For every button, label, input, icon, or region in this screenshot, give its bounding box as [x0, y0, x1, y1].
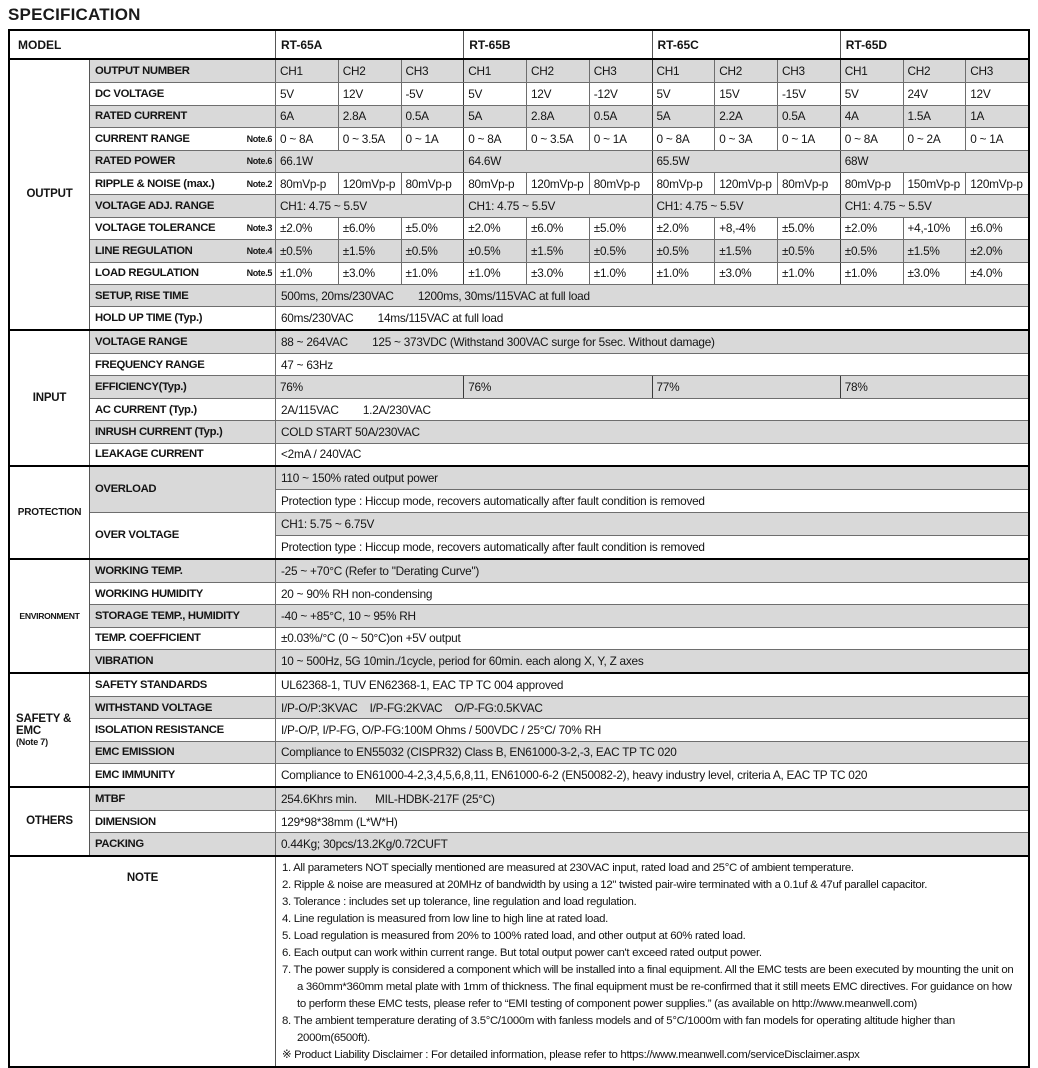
rated-current-cell: 0.5A	[590, 106, 653, 127]
rated-current-cell: 1.5A	[904, 106, 967, 127]
dc-voltage-cell: 5V	[653, 83, 716, 104]
withstand-voltage-value: I/P-O/P:3KVAC I/P-FG:2KVAC O/P-FG:0.5KVAC	[281, 700, 543, 715]
note-item-2: 2. Ripple & noise are measured at 20MHz of bandwidth by using a 12" twisted pair-wire terminated with a 0.1uf & 47uf parallel capacitor.	[282, 878, 928, 891]
section-environment-label: ENVIRONMENT	[10, 560, 90, 672]
specification-table	[8, 29, 1030, 1068]
note-item-8: 8. The ambient temperature derating of 3.5°C/1000m with fanless models and of 5°C/1000m with fan models for operating altitude higher than 2000m(6500ft).	[282, 1014, 955, 1044]
row-storage-temp	[90, 604, 1028, 626]
param-label: RIPPLE & NOISE (max.)	[95, 177, 215, 190]
param-frequency-range	[90, 354, 276, 375]
current-range-cell: 0 ~ 1A	[402, 128, 465, 149]
param-label: SAFETY STANDARDS	[95, 678, 207, 691]
rated-current-cell: 5A	[464, 106, 527, 127]
voltage-adj-cell: CH1: 4.75 ~ 5.5V	[844, 199, 932, 214]
ripple-noise-cell: 80mVp-p	[590, 173, 653, 194]
voltage-tolerance-cell: +8,-4%	[715, 218, 778, 239]
note-item-6: 6. Each output can work within current range. But total output power can't exceed rated output power.	[282, 946, 762, 959]
param-label: VOLTAGE RANGE	[95, 335, 188, 348]
rated-current-cell: 0.5A	[402, 106, 465, 127]
param-voltage-adj-range	[90, 195, 276, 216]
param-note: Note.5	[246, 268, 272, 279]
param-label: HOLD UP TIME (Typ.)	[95, 311, 203, 324]
rated-current-cell: 1A	[970, 109, 985, 124]
voltage-range-value: 88 ~ 264VAC 125 ~ 373VDC (Withstand 300VAC surge for 5sec. Without damage)	[281, 334, 715, 349]
rated-current-cell: 0.5A	[778, 106, 841, 127]
working-temp-value: -25 ~ +70°C (Refer to "Derating Curve")	[281, 563, 480, 578]
line-regulation-cells	[276, 240, 1028, 261]
rated-current-cell: 4A	[841, 106, 904, 127]
dimension-value: 129*98*38mm (L*W*H)	[281, 814, 398, 829]
ripple-noise-cell: 80mVp-p	[841, 173, 904, 194]
param-label: ISOLATION RESISTANCE	[95, 724, 224, 737]
section-note-label: NOTE	[10, 857, 276, 1066]
ripple-noise-cell: 80mVp-p	[276, 173, 339, 194]
load-regulation-cell: ±3.0%	[527, 263, 590, 284]
rated-current-cell: 2.8A	[527, 106, 590, 127]
param-note: Note.6	[246, 133, 272, 144]
rated-current-cell: 6A	[276, 106, 339, 127]
mtbf-value: 254.6Khrs min. MIL-HDBK-217F (25°C)	[281, 791, 495, 806]
param-note: Note.4	[246, 245, 272, 256]
efficiency-cell: 77%	[653, 376, 841, 397]
channel-header-cell: CH2	[715, 60, 778, 82]
vibration-value: 10 ~ 500Hz, 5G 10min./1cycle, period for 60min. each along X, Y, Z axes	[281, 653, 644, 668]
isolation-resistance-value: I/P-O/P, I/P-FG, O/P-FG:100M Ohms / 500VDC / 25°C/ 70% RH	[281, 723, 602, 738]
param-label: VIBRATION	[95, 654, 154, 667]
voltage-tolerance-cell: ±2.0%	[653, 218, 716, 239]
row-safety-standards	[90, 674, 1028, 696]
channel-header-cell: CH3	[402, 60, 465, 82]
row-temp-coefficient	[90, 627, 1028, 649]
storage-temp-value: -40 ~ +85°C, 10 ~ 95% RH	[281, 609, 416, 624]
row-output-number	[90, 60, 1028, 82]
param-label: AC CURRENT (Typ.)	[95, 403, 197, 416]
param-label: DIMENSION	[95, 815, 156, 828]
param-label: STORAGE TEMP., HUMIDITY	[95, 610, 240, 623]
model-name: RT-65B	[464, 31, 652, 58]
param-note: Note.3	[246, 223, 272, 234]
param-storage-temp	[90, 605, 276, 626]
ripple-noise-cell: 80mVp-p	[653, 173, 716, 194]
row-setup-rise-time	[90, 284, 1028, 306]
row-rated-current	[90, 105, 1028, 127]
ripple-noise-cell: 150mVp-p	[904, 173, 967, 194]
rated-current-cell: 2.8A	[339, 106, 402, 127]
model-names	[276, 31, 1028, 58]
param-label: RATED POWER	[95, 155, 176, 168]
load-regulation-cell: ±1.0%	[276, 263, 339, 284]
param-label: LOAD REGULATION	[95, 267, 199, 280]
overload-range: 110 ~ 150% rated output power	[276, 467, 1028, 489]
voltage-adj-cells	[276, 195, 1028, 216]
param-label: CURRENT RANGE	[95, 132, 190, 145]
param-withstand-voltage	[90, 697, 276, 718]
rated-power-cell: 66.1W	[276, 151, 464, 172]
voltage-tolerance-cell: ±5.0%	[778, 218, 841, 239]
ac-current-value: 2A/115VAC 1.2A/230VAC	[281, 402, 431, 417]
param-setup-rise-time	[90, 285, 276, 306]
note-list	[276, 857, 1028, 1066]
param-label: WORKING TEMP.	[95, 564, 183, 577]
param-rated-current	[90, 106, 276, 127]
model-name: RT-65A	[276, 31, 464, 58]
rated-power-cell: 64.6W	[464, 151, 652, 172]
channel-header-cell: CH1	[464, 60, 527, 82]
current-range-cell: 0 ~ 1A	[778, 128, 841, 149]
row-line-regulation	[90, 239, 1028, 261]
param-label: OVER VOLTAGE	[95, 529, 179, 542]
param-label: VOLTAGE TOLERANCE	[95, 222, 216, 235]
param-label: VOLTAGE ADJ. RANGE	[95, 200, 215, 213]
channel-header-cell: CH2	[904, 60, 967, 82]
rated-current-cells	[276, 106, 1028, 127]
param-efficiency	[90, 376, 276, 397]
row-hold-up-time	[90, 306, 1028, 328]
param-label: DC VOLTAGE	[95, 88, 164, 101]
row-withstand-voltage	[90, 696, 1028, 718]
param-isolation-resistance	[90, 719, 276, 740]
section-others	[10, 786, 1028, 855]
param-label: OUTPUT NUMBER	[95, 65, 190, 78]
current-range-cell: 0 ~ 3A	[715, 128, 778, 149]
model-label: MODEL	[10, 31, 276, 58]
param-output-number	[90, 60, 276, 82]
row-vibration	[90, 649, 1028, 671]
current-range-cell: 0 ~ 8A	[464, 128, 527, 149]
emc-emission-value: Compliance to EN55032 (CISPR32) Class B, EN61000-3-2,-3, EAC TP TC 020	[281, 745, 677, 760]
param-dimension	[90, 811, 276, 832]
line-regulation-cell: ±1.5%	[527, 240, 590, 261]
ripple-noise-cells	[276, 173, 1028, 194]
line-regulation-cell: ±1.5%	[715, 240, 778, 261]
param-label: SETUP, RISE TIME	[95, 289, 189, 302]
row-inrush-current	[90, 420, 1028, 442]
param-emc-emission	[90, 742, 276, 763]
row-voltage-adj-range	[90, 194, 1028, 216]
line-regulation-cell: ±0.5%	[464, 240, 527, 261]
param-safety-standards	[90, 674, 276, 696]
load-regulation-cell: ±1.0%	[653, 263, 716, 284]
voltage-tolerance-cell: ±6.0%	[527, 218, 590, 239]
line-regulation-cell: ±0.5%	[402, 240, 465, 261]
current-range-cell: 0 ~ 2A	[904, 128, 967, 149]
note-item-1: 1. All parameters NOT specially mentioned are measured at 230VAC input, rated load and 25°C of ambient temperature.	[282, 861, 854, 874]
row-ripple-noise	[90, 172, 1028, 194]
section-protection	[10, 465, 1028, 558]
safety-label-line3: (Note 7)	[16, 736, 48, 747]
section-note	[10, 855, 1028, 1066]
over-voltage-protection-type: Protection type : Hiccup mode, recovers automatically after fault condition is removed	[276, 535, 1028, 557]
line-regulation-cell: ±0.5%	[841, 240, 904, 261]
param-emc-immunity	[90, 764, 276, 785]
channel-header-cell: CH3	[778, 60, 841, 82]
param-current-range	[90, 128, 276, 149]
channel-header-cell: CH1	[276, 60, 339, 82]
dc-voltage-cell: 12V	[339, 83, 402, 104]
param-voltage-tolerance	[90, 218, 276, 239]
load-regulation-cell: ±4.0%	[970, 266, 1003, 281]
row-packing	[90, 832, 1028, 854]
ripple-noise-cell: 120mVp-p	[715, 173, 778, 194]
ripple-noise-cell: 80mVp-p	[778, 173, 841, 194]
line-regulation-cell: ±2.0%	[970, 243, 1003, 258]
dc-voltage-cell: -15V	[778, 83, 841, 104]
voltage-tolerance-cell: ±2.0%	[464, 218, 527, 239]
row-mtbf	[90, 788, 1028, 810]
section-protection-label: PROTECTION	[10, 467, 90, 558]
voltage-tolerance-cells	[276, 218, 1028, 239]
group-over-voltage	[90, 512, 1028, 558]
param-ripple-noise	[90, 173, 276, 194]
voltage-adj-cell: CH1: 4.75 ~ 5.5V	[653, 195, 841, 216]
row-dimension	[90, 810, 1028, 832]
param-note: Note.2	[246, 178, 272, 189]
current-range-cell: 0 ~ 8A	[841, 128, 904, 149]
voltage-tolerance-cell: ±6.0%	[339, 218, 402, 239]
efficiency-cell: 76%	[276, 376, 464, 397]
group-overload	[90, 467, 1028, 512]
hold-up-time-value: 60ms/230VAC 14ms/115VAC at full load	[281, 310, 504, 325]
line-regulation-cell: ±1.5%	[339, 240, 402, 261]
load-regulation-cell: ±3.0%	[339, 263, 402, 284]
safety-label-line1: SAFETY &	[16, 712, 72, 725]
row-isolation-resistance	[90, 718, 1028, 740]
param-leakage-current	[90, 444, 276, 465]
row-voltage-tolerance	[90, 217, 1028, 239]
row-emc-emission	[90, 741, 1028, 763]
section-environment	[10, 558, 1028, 672]
param-voltage-range	[90, 331, 276, 353]
line-regulation-cell: ±0.5%	[778, 240, 841, 261]
row-dc-voltage	[90, 82, 1028, 104]
current-range-cell: 0 ~ 1A	[590, 128, 653, 149]
param-packing	[90, 833, 276, 854]
dc-voltage-cells	[276, 83, 1028, 104]
param-label: INRUSH CURRENT (Typ.)	[95, 425, 223, 438]
param-inrush-current	[90, 421, 276, 442]
efficiency-cell: 76%	[464, 376, 652, 397]
channel-header-cell: CH3	[970, 64, 994, 79]
voltage-tolerance-cell: ±5.0%	[590, 218, 653, 239]
line-regulation-cell: ±1.5%	[904, 240, 967, 261]
dc-voltage-cell: 5V	[464, 83, 527, 104]
setup-rise-time-value: 500ms, 20ms/230VAC 1200ms, 30ms/115VAC at full load	[281, 288, 590, 303]
overload-protection-type: Protection type : Hiccup mode, recovers automatically after fault condition is removed	[276, 489, 1028, 511]
model-header-row	[10, 31, 1028, 58]
current-range-cell: 0 ~ 1A	[970, 131, 1004, 146]
dc-voltage-cell: 5V	[841, 83, 904, 104]
row-emc-immunity	[90, 763, 1028, 785]
current-range-cells	[276, 128, 1028, 149]
rated-power-cell: 65.5W	[653, 151, 841, 172]
emc-immunity-value: Compliance to EN61000-4-2,3,4,5,6,8,11, EN61000-6-2 (EN50082-2), heavy industry level, criteria A, EAC TP TC 020	[281, 767, 868, 782]
rated-current-cell: 2.2A	[715, 106, 778, 127]
safety-label-line2: EMC	[16, 724, 41, 737]
channel-header-cell: CH2	[339, 60, 402, 82]
voltage-tolerance-cell: ±5.0%	[402, 218, 465, 239]
load-regulation-cell: ±1.0%	[464, 263, 527, 284]
current-range-cell: 0 ~ 3.5A	[527, 128, 590, 149]
param-label: EFFICIENCY(Typ.)	[95, 381, 187, 394]
row-working-temp	[90, 560, 1028, 582]
channel-header-cell: CH1	[841, 60, 904, 82]
channel-header-cell: CH3	[590, 60, 653, 82]
section-output-label: OUTPUT	[10, 60, 90, 329]
voltage-tolerance-cell: ±6.0%	[970, 221, 1003, 236]
param-label: TEMP. COEFFICIENT	[95, 632, 201, 645]
param-load-regulation	[90, 263, 276, 284]
param-rated-power	[90, 151, 276, 172]
param-working-temp	[90, 560, 276, 582]
section-input-label: INPUT	[10, 331, 90, 465]
param-temp-coefficient	[90, 628, 276, 649]
ripple-noise-cell: 120mVp-p	[527, 173, 590, 194]
ripple-noise-cell: 80mVp-p	[402, 173, 465, 194]
param-over-voltage	[90, 513, 276, 558]
voltage-tolerance-cell: +4,-10%	[904, 218, 967, 239]
load-regulation-cell: ±3.0%	[715, 263, 778, 284]
row-load-regulation	[90, 262, 1028, 284]
param-hold-up-time	[90, 307, 276, 328]
frequency-range-value: 47 ~ 63Hz	[281, 357, 333, 372]
ripple-noise-cell: 120mVp-p	[970, 176, 1023, 191]
row-working-humidity	[90, 582, 1028, 604]
param-note: Note.6	[246, 156, 272, 167]
row-rated-power	[90, 150, 1028, 172]
section-input	[10, 329, 1028, 465]
load-regulation-cell: ±1.0%	[778, 263, 841, 284]
over-voltage-range: CH1: 5.75 ~ 6.75V	[276, 513, 1028, 535]
param-label: WORKING HUMIDITY	[95, 587, 203, 600]
channel-header-cell: CH2	[527, 60, 590, 82]
note-item-7: 7. The power supply is considered a component which will be installed into a final equipment. All the EMC tests are been executed by mounting the unit on a 360mm*360mm metal plate with 1mm of thickness. The final equipment must be re-confirmed that it still meets EMC directives. For guidance on how to perform these EMC tests, please refer to “EMI testing of component power supplies.” (as available on http://www.meanwell.com)	[282, 963, 1014, 1010]
dc-voltage-cell: 12V	[527, 83, 590, 104]
param-label: OVERLOAD	[95, 483, 157, 496]
param-vibration	[90, 650, 276, 671]
voltage-adj-cell: CH1: 4.75 ~ 5.5V	[464, 195, 652, 216]
param-dc-voltage	[90, 83, 276, 104]
dc-voltage-cell: 12V	[970, 87, 991, 102]
row-efficiency	[90, 375, 1028, 397]
dc-voltage-cell: 15V	[715, 83, 778, 104]
param-line-regulation	[90, 240, 276, 261]
param-label: MTBF	[95, 792, 125, 805]
param-label: LINE REGULATION	[95, 244, 193, 257]
page-title: SPECIFICATION	[8, 5, 141, 24]
load-regulation-cell: ±1.0%	[841, 263, 904, 284]
voltage-adj-cell: CH1: 4.75 ~ 5.5V	[276, 195, 464, 216]
load-regulation-cell: ±3.0%	[904, 263, 967, 284]
load-regulation-cell: ±1.0%	[402, 263, 465, 284]
section-safety-emc	[10, 672, 1028, 786]
param-label: PACKING	[95, 837, 144, 850]
row-frequency-range	[90, 353, 1028, 375]
efficiency-cells	[276, 376, 1028, 397]
load-regulation-cell: ±1.0%	[590, 263, 653, 284]
param-label: EMC IMMUNITY	[95, 768, 175, 781]
param-label: EMC EMISSION	[95, 746, 175, 759]
row-voltage-range	[90, 331, 1028, 353]
current-range-cell: 0 ~ 3.5A	[339, 128, 402, 149]
current-range-cell: 0 ~ 8A	[276, 128, 339, 149]
param-label: FREQUENCY RANGE	[95, 358, 205, 371]
ripple-noise-cell: 80mVp-p	[464, 173, 527, 194]
rated-power-cell: 68W	[844, 154, 869, 169]
dc-voltage-cell: 5V	[276, 83, 339, 104]
specification-page	[0, 5, 1038, 1068]
leakage-current-value: <2mA / 240VAC	[281, 447, 362, 462]
section-safety-emc-label	[10, 674, 90, 786]
channel-header-cell: CH1	[653, 60, 716, 82]
efficiency-cell: 78%	[844, 380, 868, 395]
section-others-label: OTHERS	[10, 788, 90, 855]
note-disclaimer: ※ Product Liability Disclaimer : For detailed information, please refer to https://www.meanwell.com/serviceDisclaimer.aspx	[282, 1048, 860, 1061]
packing-value: 0.44Kg; 30pcs/13.2Kg/0.72CUFT	[281, 836, 448, 851]
param-overload	[90, 467, 276, 512]
voltage-tolerance-cell: ±2.0%	[276, 218, 339, 239]
note-item-5: 5. Load regulation is measured from 20% to 100% rated load, and other output at 60% rated load.	[282, 929, 746, 942]
dc-voltage-cell: -5V	[402, 83, 465, 104]
row-leakage-current	[90, 443, 1028, 465]
working-humidity-value: 20 ~ 90% RH non-condensing	[281, 586, 433, 601]
safety-standards-value: UL62368-1, TUV EN62368-1, EAC TP TC 004 approved	[281, 677, 564, 692]
dc-voltage-cell: 24V	[904, 83, 967, 104]
param-ac-current	[90, 399, 276, 420]
temp-coefficient-value: ±0.03%/°C (0 ~ 50°C)on +5V output	[281, 631, 461, 646]
rated-power-cells	[276, 151, 1028, 172]
line-regulation-cell: ±0.5%	[276, 240, 339, 261]
inrush-current-value: COLD START 50A/230VAC	[281, 424, 420, 439]
current-range-cell: 0 ~ 8A	[653, 128, 716, 149]
note-item-4: 4. Line regulation is measured from low line to high line at rated load.	[282, 912, 609, 925]
line-regulation-cell: ±0.5%	[590, 240, 653, 261]
channel-header-cells	[276, 60, 1028, 82]
param-label: WITHSTAND VOLTAGE	[95, 701, 213, 714]
row-current-range	[90, 127, 1028, 149]
row-ac-current	[90, 398, 1028, 420]
ripple-noise-cell: 120mVp-p	[339, 173, 402, 194]
rated-current-cell: 5A	[653, 106, 716, 127]
model-name: RT-65C	[653, 31, 841, 58]
dc-voltage-cell: -12V	[590, 83, 653, 104]
voltage-tolerance-cell: ±2.0%	[841, 218, 904, 239]
param-label: LEAKAGE CURRENT	[95, 448, 204, 461]
model-name: RT-65D	[845, 37, 888, 52]
note-item-3: 3. Tolerance : includes set up tolerance, line regulation and load regulation.	[282, 895, 637, 908]
param-mtbf	[90, 788, 276, 810]
param-label: RATED CURRENT	[95, 110, 187, 123]
param-working-humidity	[90, 583, 276, 604]
load-regulation-cells	[276, 263, 1028, 284]
line-regulation-cell: ±0.5%	[653, 240, 716, 261]
section-output	[10, 58, 1028, 329]
